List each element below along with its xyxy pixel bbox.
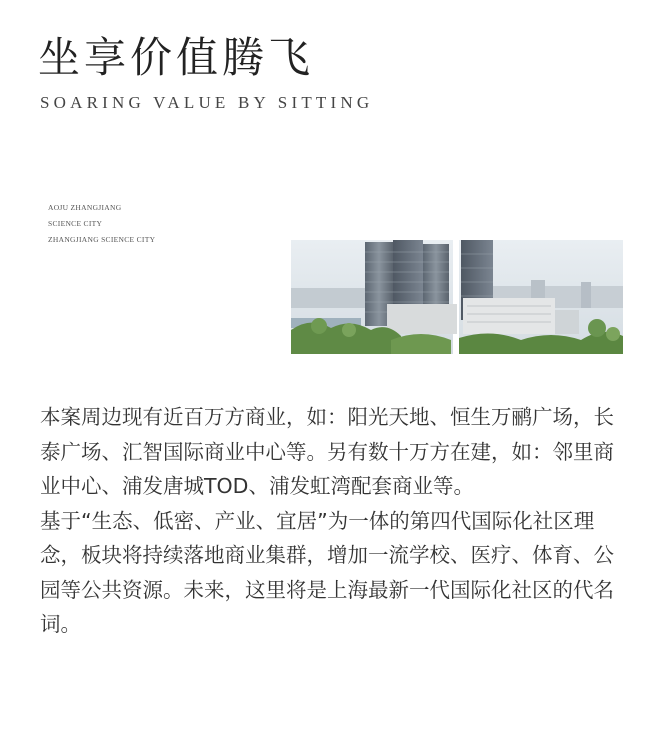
tag-line: SCIENCE CITY [48, 219, 103, 228]
paragraph-community: 基于“生态、低密、产业、宜居”为一体的第四代国际化社区理念，板块将持续落地商业集群，增加一流学校、医疗、体育、公园等公共资源。未来，这里将是上海最新一代国际化社区的代名词。 [40, 508, 614, 636]
page-title: 坐享价值腾飞 [38, 33, 315, 82]
architecture-rendering-image [291, 240, 623, 354]
project-tags [48, 200, 155, 248]
body-text [40, 400, 630, 642]
tag-line: ZHANGJIANG SCIENCE CITY [48, 235, 156, 244]
paragraph-commercial: 本案周边现有近百万方商业，如：阳光天地、恒生万鹂广场，长泰广场、汇智国际商业中心等。另有数十万方在建，如：邻里商业中心、浦发唐城TOD、浦发虹湾配套商业等。 [40, 405, 614, 498]
tag-line: AOJU ZHANGJIANG [48, 203, 122, 212]
page-subtitle: SOARING VALUE BY SITTING [40, 93, 374, 112]
